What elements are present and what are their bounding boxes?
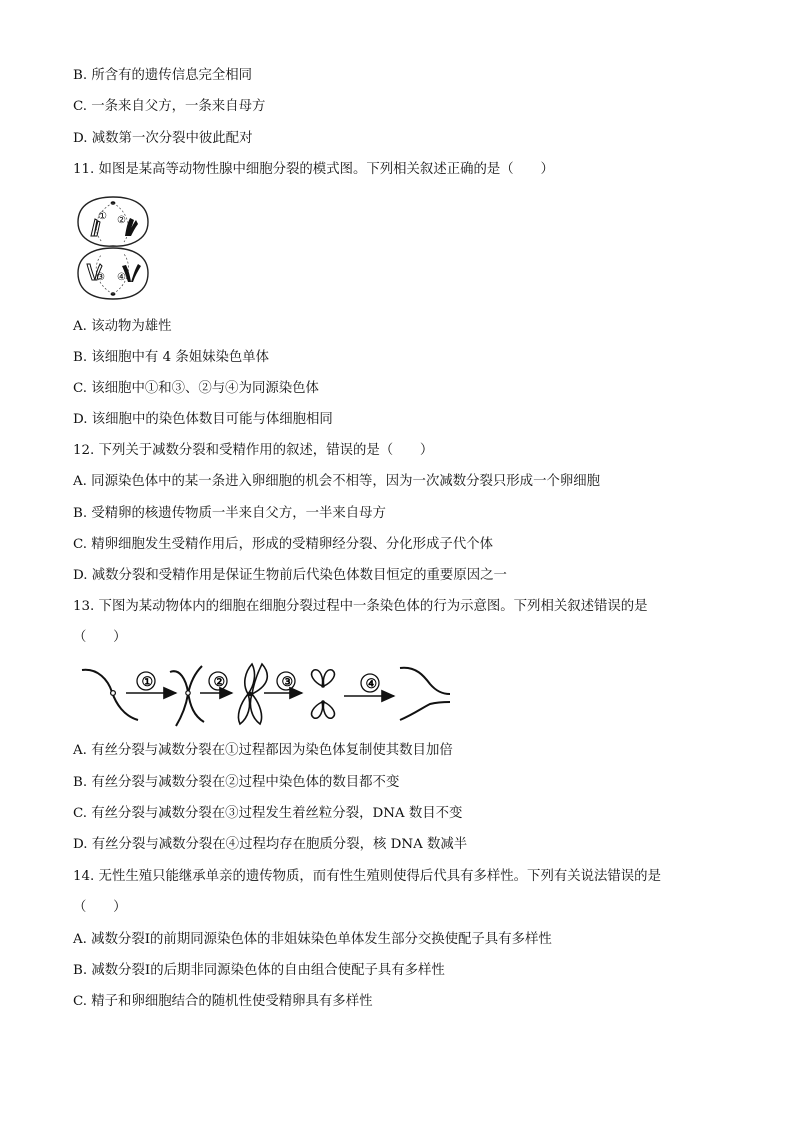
q11-option-c: C. 该细胞中①和③、②与④为同源染色体	[73, 381, 319, 396]
q12-option-c: C. 精卵细胞发生受精作用后，形成的受精卵经分裂、分化形成子代个体	[73, 537, 493, 552]
q11-option-a: A. 该动物为雄性	[73, 319, 172, 334]
cell-division-figure	[72, 194, 154, 302]
chromosome-label-4: ④	[117, 272, 126, 283]
stage4-separating-chromatids	[312, 670, 335, 719]
q14-option-c: C. 精子和卵细胞结合的随机性使受精卵具有多样性	[73, 994, 373, 1009]
chromosome-label-3: ③	[96, 272, 105, 283]
stage2-centromere	[186, 691, 190, 695]
q12-option-d: D. 减数分裂和受精作用是保证生物前后代染色体数目恒定的重要原因之一	[73, 568, 507, 583]
stage3-condensed-chromosome	[238, 664, 267, 724]
q10-option-c: C. 一条来自父方，一条来自母方	[73, 99, 266, 114]
chromosome-label-1: ①	[98, 211, 107, 222]
chromosome-2-shape	[125, 218, 138, 236]
q14-option-b: B. 减数分裂Ⅰ的后期非同源染色体的自由组合使配子具有多样性	[73, 963, 445, 978]
q10-option-d: D. 减数第一次分裂中彼此配对	[73, 131, 253, 146]
chromosome-label-2: ②	[117, 215, 126, 226]
q13-option-b: B. 有丝分裂与减数分裂在②过程中染色体的数目都不变	[73, 775, 400, 790]
q13-blank: （ ）	[73, 630, 127, 645]
q14-stem: 14. 无性生殖只能继承单亲的遗传物质，而有性生殖则使得后代具有多样性。下列有关说法错误的是	[73, 869, 661, 884]
chromosome-behavior-figure	[80, 660, 452, 732]
stage1-centromere	[111, 691, 116, 696]
step-1-label: ①	[141, 675, 154, 690]
q11-option-b: B. 该细胞中有 4 条姐妹染色单体	[73, 350, 270, 365]
q13-option-d: D. 有丝分裂与减数分裂在④过程均存在胞质分裂，核 DNA 数减半	[73, 837, 468, 852]
q12-option-b: B. 受精卵的核遗传物质一半来自父方，一半来自母方	[73, 506, 386, 521]
step-4-label: ④	[365, 677, 378, 692]
stage5-daughter-lower	[400, 702, 450, 720]
step-2-label: ②	[213, 675, 226, 690]
q13-option-a: A. 有丝分裂与减数分裂在①过程都因为染色体复制使其数目加倍	[73, 743, 453, 758]
lower-cell-outline	[78, 248, 148, 299]
q10-option-b: B. 所含有的遗传信息完全相同	[73, 68, 253, 83]
q14-option-a: A. 减数分裂Ⅰ的前期同源染色体的非姐妹染色单体发生部分交换使配子具有多样性	[73, 932, 552, 947]
q11-stem: 11. 如图是某高等动物性腺中细胞分裂的模式图。下列相关叙述正确的是（ ）	[73, 162, 554, 177]
q13-option-c: C. 有丝分裂与减数分裂在③过程发生着丝粒分裂，DNA 数目不变	[73, 806, 463, 821]
q12-option-a: A. 同源染色体中的某一条进入卵细胞的机会不相等，因为一次减数分裂只形成一个卵细胞	[73, 474, 601, 489]
q13-stem: 13. 下图为某动物体内的细胞在细胞分裂过程中一条染色体的行为示意图。下列相关叙述错误的是	[73, 599, 648, 614]
stage1-chromosome	[82, 670, 138, 720]
q11-option-d: D. 该细胞中的染色体数目可能与体细胞相同	[73, 412, 333, 427]
stage5-daughter-upper	[400, 668, 450, 694]
q14-blank: （ ）	[73, 900, 127, 915]
q12-stem: 12. 下列关于减数分裂和受精作用的叙述，错误的是（ ）	[73, 443, 434, 458]
step-3-label: ③	[281, 675, 294, 690]
